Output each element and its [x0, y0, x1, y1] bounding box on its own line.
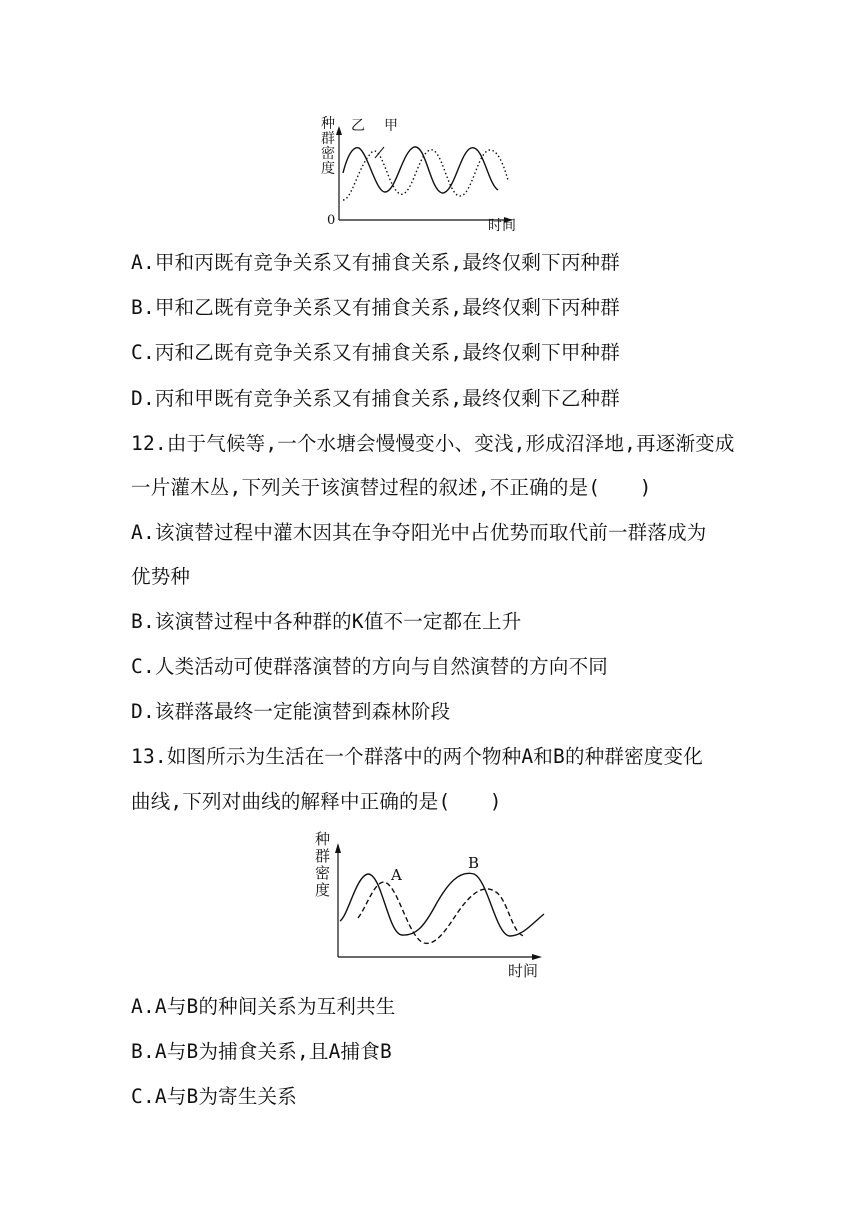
figure-2-svg — [312, 826, 552, 982]
q12-stem-line-1: 12.由于气候等,一个水塘会慢慢变小、变浅,形成沼泽地,再逐渐变成 — [131, 432, 735, 455]
figure-1-y-label-4: 度 — [321, 161, 335, 177]
figure-1-svg — [318, 108, 518, 232]
figure-2-label-a: A — [391, 866, 402, 884]
figure-2-curve-a — [358, 882, 524, 943]
figure-2-x-label: 时间 — [508, 962, 539, 980]
q13-option-c: C.A与B为寄生关系 — [131, 1085, 297, 1108]
figure-2-y-label-3: 密 — [315, 864, 331, 882]
figure-2-y-label-1: 种 — [315, 830, 331, 848]
q12-option-d: D.该群落最终一定能演替到森林阶段 — [131, 700, 451, 723]
figure-2-y-arrow — [335, 843, 341, 853]
q13-option-a: A.A与B的种间关系为互利共生 — [131, 995, 396, 1018]
figure-1-y-label-2: 群 — [321, 131, 335, 147]
q12-stem-line-2: 一片灌木丛,下列关于该演替过程的叙述,不正确的是( ) — [131, 476, 652, 499]
q12-option-b: B.该演替过程中各种群的K值不一定都在上升 — [131, 610, 522, 633]
q11-option-c: C.丙和乙既有竞争关系又有捕食关系,最终仅剩下甲种群 — [131, 341, 620, 364]
figure-1-origin: 0 — [327, 213, 336, 228]
figure-2-curve-b — [340, 873, 544, 936]
figure-2-x-arrow — [532, 954, 542, 960]
figure-1-y-label-3: 密 — [321, 146, 335, 162]
figure-1-population-density — [318, 108, 518, 232]
q11-option-b: B.甲和乙既有竞争关系又有捕食关系,最终仅剩下丙种群 — [131, 296, 620, 319]
figure-1-curve-jia — [343, 150, 508, 200]
q12-option-a: A.该演替过程中灌木因其在争夺阳光中占优势而取代前一群落成为 — [131, 521, 707, 544]
figure-2-label-b: B — [468, 854, 480, 872]
q11-option-d: D.丙和甲既有竞争关系又有捕食关系,最终仅剩下乙种群 — [131, 387, 620, 410]
figure-1-pointer-jia — [375, 147, 384, 158]
figure-1-x-label: 时间 — [488, 218, 516, 232]
figure-1-curve-yi — [343, 147, 498, 193]
q11-option-a: A.甲和丙既有竞争关系又有捕食关系,最终仅剩下丙种群 — [131, 251, 620, 274]
figure-2-y-label-4: 度 — [315, 881, 331, 899]
q13-option-b: B.A与B为捕食关系,且A捕食B — [131, 1040, 392, 1063]
figure-1-y-label-1: 种 — [321, 116, 335, 132]
q13-stem-line-1: 13.如图所示为生活在一个群落中的两个物种A和B的种群密度变化 — [131, 745, 703, 768]
q12-option-a-cont: 优势种 — [131, 565, 191, 588]
figure-2-population-density — [312, 826, 552, 982]
figure-2-y-label-2: 群 — [315, 847, 331, 865]
q12-option-c: C.人类活动可使群落演替的方向与自然演替的方向不同 — [131, 655, 608, 678]
q13-stem-line-2: 曲线,下列对曲线的解释中正确的是( ) — [131, 790, 502, 813]
figure-1-y-arrow — [336, 126, 342, 135]
figure-1-label-yi: 乙 — [351, 118, 365, 134]
figure-1-label-jia: 甲 — [384, 118, 398, 134]
